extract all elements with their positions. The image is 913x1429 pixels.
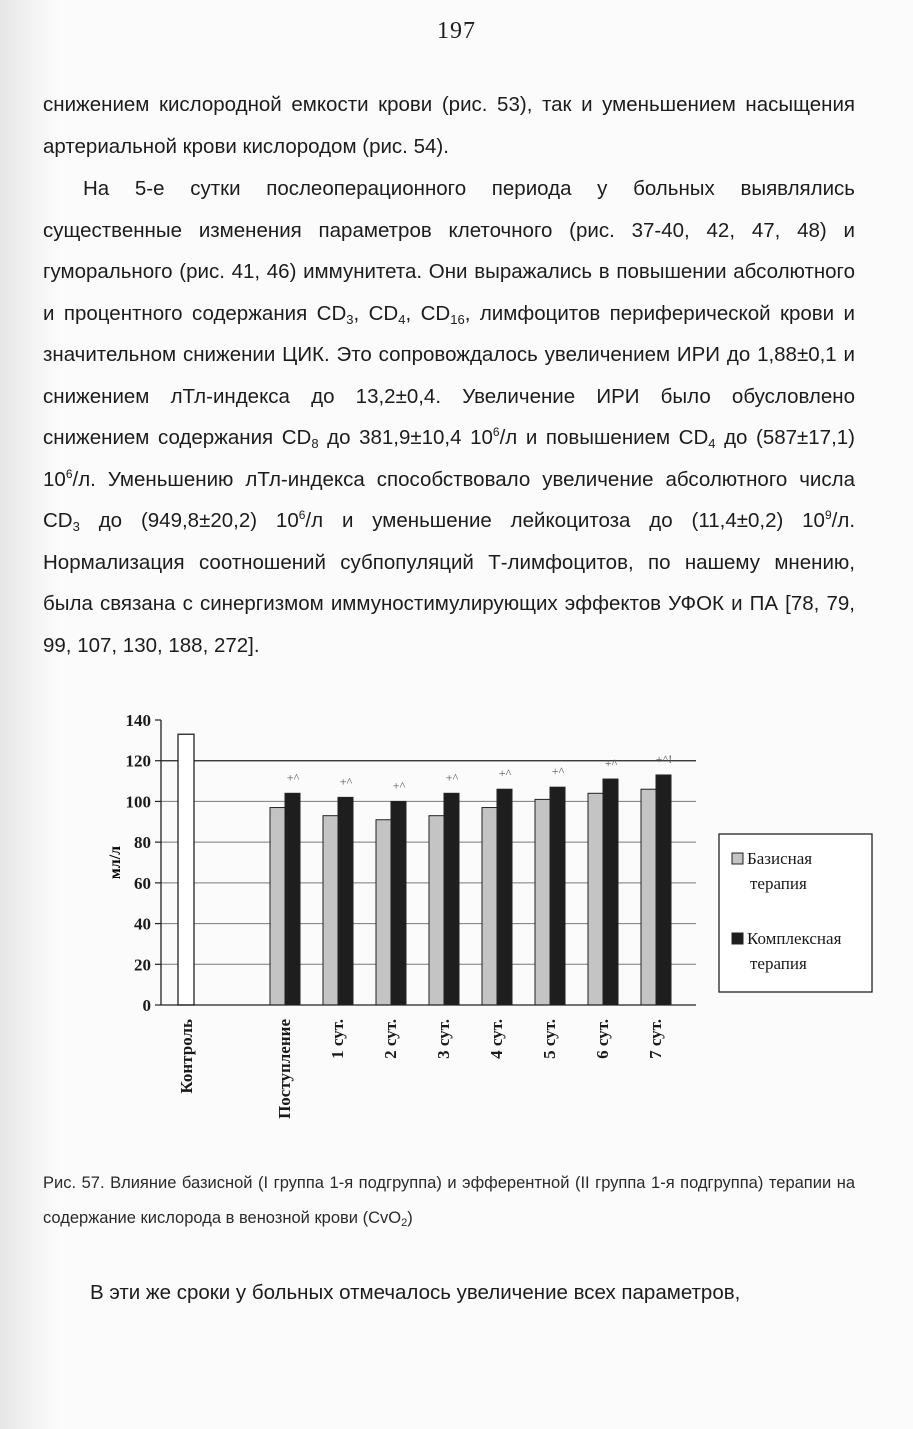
- bar-basic-therapy: [270, 808, 285, 1005]
- figure-caption: Рис. 57. Влияние базисной (I группа 1-я подгруппа) и эфферентной (II группа 1-я подгруппа) терапии на содержание кислорода в венозной крови (CvO$_2$): [43, 1174, 855, 1229]
- x-tick-label: 3 сут.: [434, 1019, 453, 1059]
- chart-y-tick-labels: [126, 711, 152, 1015]
- bar-complex-therapy: [656, 775, 671, 1005]
- bar-control: [178, 734, 194, 1005]
- bar-complex-therapy: [444, 793, 459, 1005]
- x-tick-label: Поступление: [275, 1019, 294, 1119]
- bar-basic-therapy: [482, 808, 497, 1005]
- legend-swatch-basic: [732, 853, 743, 864]
- y-tick-label: 0: [142, 996, 151, 1015]
- significance-marker: +^: [339, 774, 353, 789]
- legend-label: терапия: [750, 874, 807, 893]
- legend-label: Базисная: [747, 849, 813, 868]
- y-tick-label: 40: [134, 914, 151, 934]
- bar-basic-therapy: [641, 789, 656, 1005]
- bar-basic-therapy: [429, 816, 444, 1005]
- x-tick-label: 6 сут.: [593, 1019, 612, 1059]
- bar-complex-therapy: [338, 797, 353, 1005]
- bar-complex-therapy: [391, 801, 406, 1005]
- chart-x-tick-labels: [177, 1019, 665, 1119]
- x-tick-label: 4 сут.: [487, 1019, 506, 1059]
- bar-complex-therapy: [550, 787, 565, 1005]
- x-tick-label: 7 сут.: [646, 1019, 665, 1059]
- x-tick-label: 1 сут.: [328, 1019, 347, 1059]
- paragraph-1: снижением кислородной емкости крови (рис. 53), так и уменьшением насыщения артериальной крови кислородом (рис. 54).: [43, 93, 855, 158]
- y-tick-label: 80: [134, 833, 151, 853]
- bar-complex-therapy: [497, 789, 512, 1005]
- bar-basic-therapy: [376, 820, 391, 1005]
- significance-marker: +^: [445, 770, 459, 785]
- significance-marker: +^!: [655, 751, 673, 766]
- legend-swatch-complex: [732, 933, 743, 944]
- y-tick-label: 100: [125, 792, 151, 812]
- x-tick-label-control: Контроль: [177, 1019, 196, 1094]
- legend-label: терапия: [750, 954, 807, 973]
- y-tick-label: 20: [134, 955, 151, 975]
- bar-basic-therapy: [588, 793, 603, 1005]
- y-tick-label: 140: [125, 711, 151, 730]
- chart-y-axis-label: мл/л: [107, 845, 124, 880]
- legend-label: Комплексная: [747, 929, 842, 948]
- y-tick-label: 60: [134, 873, 151, 893]
- bar-complex-therapy: [603, 779, 618, 1005]
- significance-marker: +^: [392, 778, 406, 793]
- chart-legend: [719, 834, 872, 992]
- significance-marker: +^: [498, 766, 512, 781]
- paragraph-3: В эти же сроки у больных отмечалось увеличение всех параметров,: [90, 1281, 741, 1304]
- figure-57-bar-chart: [100, 705, 880, 1155]
- bar-complex-therapy: [285, 793, 300, 1005]
- page-number: 197: [437, 18, 476, 44]
- x-tick-label: 5 сут.: [540, 1019, 559, 1059]
- significance-marker: +^: [551, 764, 565, 779]
- bar-basic-therapy: [323, 816, 338, 1005]
- paragraph-2: На 5-е сутки послеоперационного периода у больных выявлялись существенные изменения параметров клеточного (рис. 37-40, 42, 47, 48) и гуморального (рис. 41, 46) иммунитета. Они выражались в повышении абсолютного и процентного содержания $CD_3$, $CD_4$, $CD_{16}$, лимфоцитов периферической крови и значительном снижении ЦИК. Это сопровождалось увеличением ИРИ до 1,88±0,1 и снижением лТл-индекса до 13,2±0,4. Увеличение ИРИ было обусловлено снижением содержания $CD_8$ до 381,9±10,4 $10^6/л$ и повышением $CD_4$ до (587±17,1) $10^6/л$. Уменьшению лТл-индекса способствовало увеличение абсолютного числа $CD_3$ до (949,8±20,2) $10^6/л$ и уменьшение лейкоцитоза до (11,4±0,2) $10^9/л$. Нормализация соотношений субпопуляций Т-лимфоцитов, по нашему мнению, была связана с синергизмом иммуностимулирующих эффектов УФОК и ПА [78, 79, 99, 107, 130, 188, 272].: [43, 177, 856, 657]
- significance-marker: +^: [286, 770, 300, 785]
- y-tick-label: 120: [125, 751, 151, 771]
- significance-marker: +^: [604, 756, 618, 771]
- bar-basic-therapy: [535, 799, 550, 1005]
- x-tick-label: 2 сут.: [381, 1019, 400, 1059]
